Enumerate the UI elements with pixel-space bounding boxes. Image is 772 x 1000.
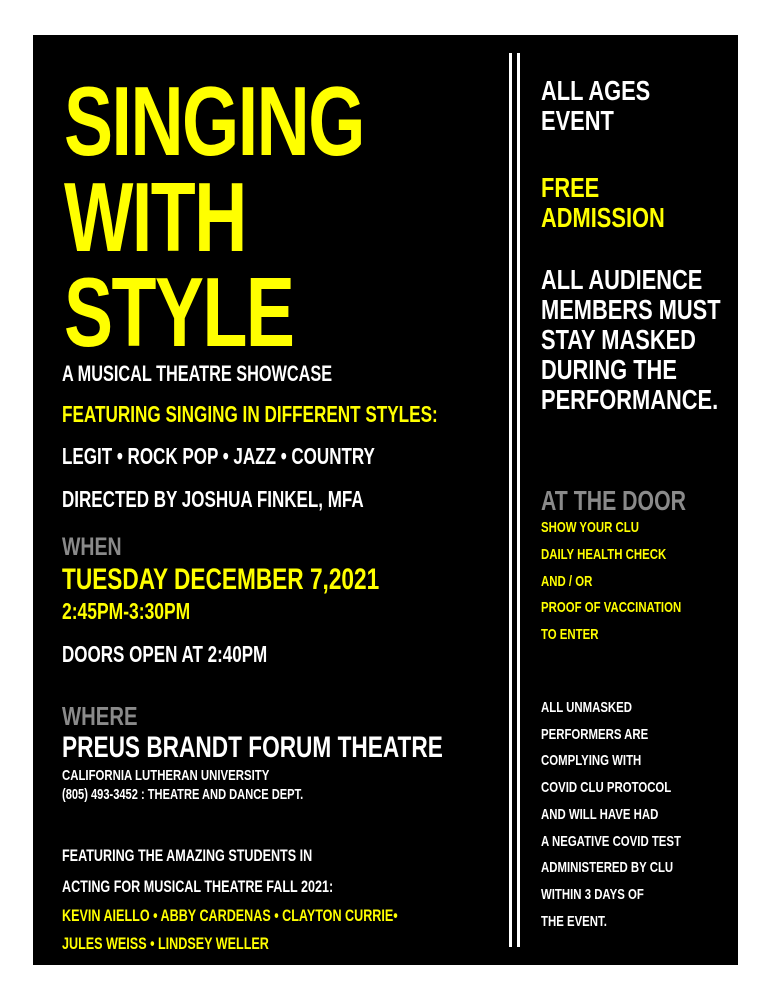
when-heading: WHEN (62, 533, 122, 561)
students-intro-1: FEATURING THE AMAZING STUDENTS IN (62, 846, 313, 865)
students-intro-2: ACTING FOR MUSICAL THEATRE FALL 2021: (62, 877, 334, 896)
mask-notice-line-5: PERFORMANCE. (541, 384, 719, 415)
performer-notice-line-4: COVID CLU PROTOCOL (541, 779, 672, 796)
mask-notice-line-1: ALL AUDIENCE (541, 264, 703, 295)
student-names-2: JULES WEISS • LINDSEY WELLER (62, 934, 269, 953)
venue-name: PREUS BRANDT FORUM THEATRE (62, 731, 443, 764)
door-line-2: DAILY HEALTH CHECK (541, 546, 667, 563)
column-divider (509, 53, 520, 947)
performer-notice-line-2: PERFORMERS ARE (541, 726, 649, 743)
performer-notice-line-8: WITHIN 3 DAYS OF (541, 886, 644, 903)
performer-notice-line-9: THE EVENT. (541, 913, 607, 930)
free-admission-line-2: ADMISSION (541, 202, 665, 233)
subtitle: A MUSICAL THEATRE SHOWCASE (62, 361, 333, 386)
performer-notice-line-7: ADMINISTERED BY CLU (541, 859, 674, 876)
featuring-styles-heading: FEATURING SINGING IN DIFFERENT STYLES: (62, 401, 438, 427)
mask-notice-line-2: MEMBERS MUST (541, 294, 721, 325)
free-admission-line-1: FREE (541, 172, 600, 203)
door-line-3: AND / OR (541, 573, 593, 590)
where-heading: WHERE (62, 701, 138, 731)
event-poster (33, 35, 738, 965)
performer-notice-line-6: A NEGATIVE COVID TEST (541, 833, 681, 850)
at-the-door-heading: AT THE DOOR (541, 485, 687, 516)
doors-open: DOORS OPEN AT 2:40PM (62, 641, 268, 667)
door-line-5: TO ENTER (541, 626, 599, 643)
event-date: TUESDAY DECEMBER 7,2021 (62, 563, 380, 596)
performer-notice-line-1: ALL UNMASKED (541, 699, 632, 716)
mask-notice-line-4: DURING THE (541, 354, 677, 385)
event-time: 2:45PM-3:30PM (62, 598, 191, 624)
title-line-2: WITH (64, 162, 246, 272)
performer-notice-line-5: AND WILL HAVE HAD (541, 806, 659, 823)
department-phone: (805) 493-3452 : THEATRE AND DANCE DEPT. (62, 786, 304, 803)
door-line-4: PROOF OF VACCINATION (541, 599, 682, 616)
university-name: CALIFORNIA LUTHERAN UNIVERSITY (62, 767, 270, 784)
director-credit: DIRECTED BY JOSHUA FINKEL, MFA (62, 486, 364, 512)
all-ages-line-1: ALL AGES (541, 75, 651, 106)
student-names-1: KEVIN AIELLO • ABBY CARDENAS • CLAYTON CURRIE• (62, 906, 398, 925)
styles-list: LEGIT • ROCK POP • JAZZ • COUNTRY (62, 443, 375, 469)
mask-notice-line-3: STAY MASKED (541, 324, 696, 355)
all-ages-line-2: EVENT (541, 105, 614, 136)
door-line-1: SHOW YOUR CLU (541, 519, 639, 536)
performer-notice-line-3: COMPLYING WITH (541, 752, 642, 769)
title-line-3: STYLE (64, 257, 294, 367)
title-line-1: SINGING (64, 66, 364, 176)
